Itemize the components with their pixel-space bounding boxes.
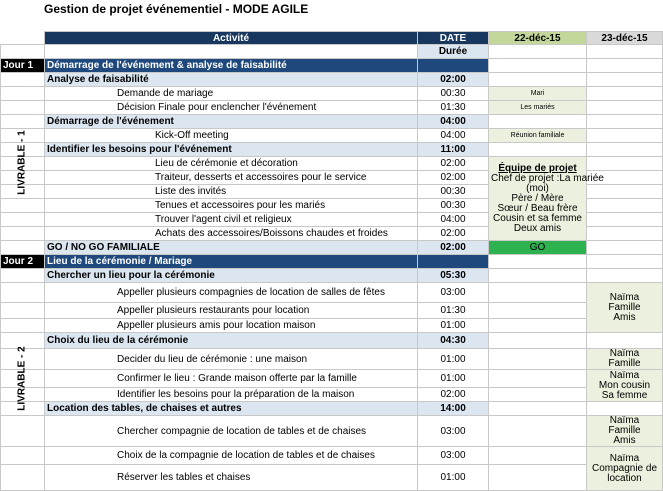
day1-cell[interactable] — [489, 303, 587, 319]
day1-cell[interactable] — [489, 59, 587, 73]
row-gutter — [1, 199, 45, 213]
activity-cell[interactable]: Lieu de cérémonie et décoration — [45, 157, 418, 171]
row-gutter — [1, 283, 45, 303]
day2-cell[interactable] — [587, 59, 663, 73]
activity-cell[interactable]: Liste des invités — [45, 185, 418, 199]
activity-cell[interactable]: Kick-Off meeting — [45, 129, 418, 143]
note-box-1-line: Naïma — [609, 291, 640, 303]
day2-cell[interactable] — [587, 241, 663, 255]
team-box-line: (moi) — [526, 182, 549, 194]
row-gutter — [1, 101, 45, 115]
planning-grid — [0, 31, 663, 491]
header-day-2[interactable]: 23-déc-15 — [587, 32, 663, 45]
day1-cell[interactable]: GO — [489, 241, 587, 255]
note-box-4-line: Amis — [613, 435, 636, 446]
task-row — [1, 370, 663, 388]
header-date[interactable]: DATE — [418, 32, 489, 45]
day1-cell[interactable] — [489, 73, 587, 87]
activity-cell[interactable]: GO / NO GO FAMILIALE — [45, 241, 418, 255]
subheader-day-2[interactable] — [587, 45, 663, 59]
header-day-1[interactable]: 22-déc-15 — [489, 32, 587, 45]
note-box-5-line: location — [607, 472, 642, 484]
duration-cell[interactable]: 03:00 — [418, 416, 489, 447]
group-row — [1, 402, 663, 416]
day2-cell[interactable] — [587, 402, 663, 416]
day2-cell[interactable] — [587, 269, 663, 283]
note-box-2[interactable] — [587, 349, 663, 370]
duration-cell[interactable]: 03:00 — [418, 447, 489, 465]
duration-cell[interactable]: 03:00 — [418, 283, 489, 303]
day2-cell[interactable] — [587, 115, 663, 129]
row-gutter — [1, 227, 45, 241]
row-gutter — [1, 73, 45, 87]
duration-cell[interactable]: 01:30 — [418, 303, 489, 319]
day-row — [1, 59, 663, 73]
task-row — [1, 465, 663, 491]
day2-cell[interactable] — [587, 143, 663, 157]
day2-cell[interactable] — [587, 157, 663, 171]
task-row — [1, 388, 663, 402]
day1-cell[interactable]: Les mariés — [489, 101, 587, 115]
task-row — [1, 303, 663, 319]
day1-cell[interactable] — [489, 319, 587, 333]
duration-cell[interactable]: 01:00 — [418, 349, 489, 370]
day-row — [1, 255, 663, 269]
team-box-line: Cousin et sa femme — [493, 212, 582, 224]
duration-cell[interactable]: 01:00 — [418, 319, 489, 333]
activity-cell[interactable]: Analyse de faisabilité — [45, 73, 418, 87]
activity-cell[interactable]: Appeller plusieurs restaurants pour location — [45, 303, 418, 319]
day1-cell[interactable] — [489, 370, 587, 388]
duration-cell[interactable]: 04:00 — [418, 129, 489, 143]
duration-cell[interactable] — [418, 255, 489, 269]
note-box-2-line: Naïma — [609, 348, 640, 359]
team-box-line: Sœur / Beau frère — [497, 202, 578, 214]
duration-cell[interactable]: 02:00 — [418, 171, 489, 185]
activity-cell[interactable]: Achats des accessoires/Boissons chaudes et froides — [45, 227, 418, 241]
header-row — [1, 32, 663, 45]
subheader-row — [1, 45, 663, 59]
day2-cell[interactable] — [587, 73, 663, 87]
day2-cell[interactable] — [587, 129, 663, 143]
day1-cell[interactable] — [489, 269, 587, 283]
day1-cell[interactable]: Mari — [489, 87, 587, 101]
group-row — [1, 115, 663, 129]
day1-cell[interactable] — [489, 143, 587, 157]
task-row — [1, 87, 663, 101]
duration-cell[interactable]: 01:00 — [418, 465, 489, 491]
duration-cell[interactable] — [418, 59, 489, 73]
row-gutter — [1, 465, 45, 491]
activity-cell[interactable]: Lieu de la cérémonie / Mariage — [45, 255, 418, 269]
team-box-line: Chef de projet :La mariée — [491, 172, 604, 184]
team-box-title: Équipe de projet — [498, 162, 577, 174]
day1-cell[interactable] — [489, 447, 587, 465]
day-label: Jour 2 — [1, 255, 45, 269]
duration-cell[interactable]: 04:30 — [418, 333, 489, 349]
day2-cell[interactable] — [587, 101, 663, 115]
duration-cell[interactable]: 00:30 — [418, 87, 489, 101]
duration-cell[interactable]: 04:00 — [418, 213, 489, 227]
duration-cell[interactable]: 02:00 — [418, 388, 489, 402]
day-label: Jour 1 — [1, 59, 45, 73]
note-box-3-line: Naïma — [609, 369, 640, 381]
activity-cell[interactable]: Appeller plusieurs amis pour location maison — [45, 319, 418, 333]
day2-cell[interactable] — [587, 227, 663, 241]
note-box-3[interactable] — [587, 370, 663, 402]
activity-cell[interactable]: Choix de la compagnie de location de tables et de chaises — [45, 447, 418, 465]
group-row — [1, 143, 663, 157]
duration-cell[interactable]: 02:00 — [418, 157, 489, 171]
row-gutter — [1, 416, 45, 447]
duration-cell[interactable]: 11:00 — [418, 143, 489, 157]
note-box-4-line: Famille — [608, 425, 641, 436]
activity-cell[interactable]: Identifier les besoins pour la préparation de la maison — [45, 388, 418, 402]
row-gutter — [1, 213, 45, 227]
note-box-4[interactable] — [587, 416, 663, 447]
day2-cell[interactable] — [587, 87, 663, 101]
activity-cell[interactable]: Tenues et accessoires pour les mariés — [45, 199, 418, 213]
group-row — [1, 73, 663, 87]
row-gutter — [1, 447, 45, 465]
duration-cell[interactable]: 02:00 — [418, 227, 489, 241]
subheader-blank — [1, 45, 45, 59]
day2-cell[interactable] — [587, 185, 663, 199]
task-row — [1, 349, 663, 370]
activity-cell[interactable]: Confirmer le lieu : Grande maison offerte par la famille — [45, 370, 418, 388]
task-row — [1, 157, 663, 171]
day2-cell[interactable] — [587, 199, 663, 213]
activity-cell[interactable]: Traiteur, desserts et accessoires pour le service — [45, 171, 418, 185]
team-box-line: Père / Mère — [511, 192, 564, 204]
section-label-livrable-2: LIVRABLE - 2 — [16, 345, 28, 411]
note-box-1-line: Amis — [613, 311, 636, 323]
duration-cell[interactable]: 14:00 — [418, 402, 489, 416]
day2-cell[interactable] — [587, 333, 663, 349]
note-box-1-line: Famille — [608, 301, 641, 313]
row-gutter — [1, 269, 45, 283]
day1-cell[interactable]: Réunion familiale — [489, 129, 587, 143]
sheet-title: Gestion de projet événementiel - MODE AGILE — [44, 2, 309, 16]
note-box-3-line: Mon cousin — [598, 379, 651, 391]
activity-cell[interactable]: Chercher compagnie de location de tables et de chaises — [45, 416, 418, 447]
row-gutter — [1, 115, 45, 129]
day2-cell[interactable] — [587, 255, 663, 269]
duration-cell[interactable]: 02:00 — [418, 241, 489, 255]
header-activity[interactable]: Activité — [45, 32, 418, 45]
day1-cell[interactable] — [489, 416, 587, 447]
note-box-1[interactable] — [587, 283, 663, 333]
day1-cell[interactable] — [489, 349, 587, 370]
duration-cell[interactable]: 01:00 — [418, 370, 489, 388]
go-nogo-row — [1, 241, 663, 255]
section-label-livrable-1: LIVRABLE - 1 — [16, 129, 28, 195]
day1-cell[interactable] — [489, 388, 587, 402]
day1-cell[interactable] — [489, 465, 587, 491]
row-gutter — [1, 303, 45, 319]
team-box-line: Deux amis — [513, 222, 562, 234]
day1-cell[interactable] — [489, 255, 587, 269]
activity-cell[interactable]: Choix du lieu de la cérémonie — [45, 333, 418, 349]
team-box[interactable] — [489, 157, 604, 241]
duration-cell[interactable]: 04:00 — [418, 115, 489, 129]
activity-cell[interactable]: Appeller plusieurs compagnies de location de salles de fêtes — [45, 283, 418, 303]
task-row — [1, 319, 663, 333]
activity-cell[interactable]: Trouver l'agent civil et religieux — [45, 213, 418, 227]
task-row — [1, 101, 663, 115]
duration-cell[interactable]: 00:30 — [418, 199, 489, 213]
subheader-duration[interactable]: Durée — [418, 45, 489, 59]
duration-cell[interactable]: 05:30 — [418, 269, 489, 283]
task-row — [1, 416, 663, 447]
row-gutter — [1, 87, 45, 101]
day1-cell[interactable] — [489, 115, 587, 129]
activity-cell[interactable]: Réserver les tables et chaises — [45, 465, 418, 491]
activity-cell[interactable]: Identifier les besoins pour l'événement — [45, 143, 418, 157]
row-gutter — [1, 241, 45, 255]
day2-cell[interactable] — [587, 213, 663, 227]
subheader-activity[interactable] — [45, 45, 418, 59]
task-row — [1, 129, 663, 143]
note-box-5-line: Compagnie de — [591, 462, 658, 474]
activity-cell[interactable]: Location des tables, de chaises et autres — [45, 402, 418, 416]
activity-cell[interactable]: Décision Finale pour enclencher l'événement — [45, 101, 418, 115]
group-row — [1, 269, 663, 283]
subheader-day-1[interactable] — [489, 45, 587, 59]
group-row — [1, 333, 663, 349]
duration-cell[interactable]: 00:30 — [418, 185, 489, 199]
duration-cell[interactable]: 02:00 — [418, 73, 489, 87]
note-box-4-line: Naïma — [609, 415, 640, 426]
duration-cell[interactable]: 01:30 — [418, 101, 489, 115]
note-box-5-line: Naïma — [609, 452, 640, 464]
activity-cell[interactable]: Demande de mariage — [45, 87, 418, 101]
task-row — [1, 447, 663, 465]
note-box-3-line: Sa femme — [601, 389, 648, 401]
note-box-2-line: Famille — [608, 358, 641, 369]
activity-cell[interactable]: Démarrage de l'événement — [45, 115, 418, 129]
header-blank — [1, 32, 45, 45]
activity-cell[interactable]: Decider du lieu de cérémonie : une maison — [45, 349, 418, 370]
row-gutter — [1, 319, 45, 333]
task-row — [1, 283, 663, 303]
day1-cell[interactable] — [489, 402, 587, 416]
activity-cell[interactable]: Démarrage de l'événement & analyse de faisabilité — [45, 59, 418, 73]
activity-cell[interactable]: Chercher un lieu pour la cérémonie — [45, 269, 418, 283]
day1-cell[interactable] — [489, 283, 587, 303]
note-box-5[interactable] — [587, 447, 663, 491]
day1-cell[interactable] — [489, 333, 587, 349]
